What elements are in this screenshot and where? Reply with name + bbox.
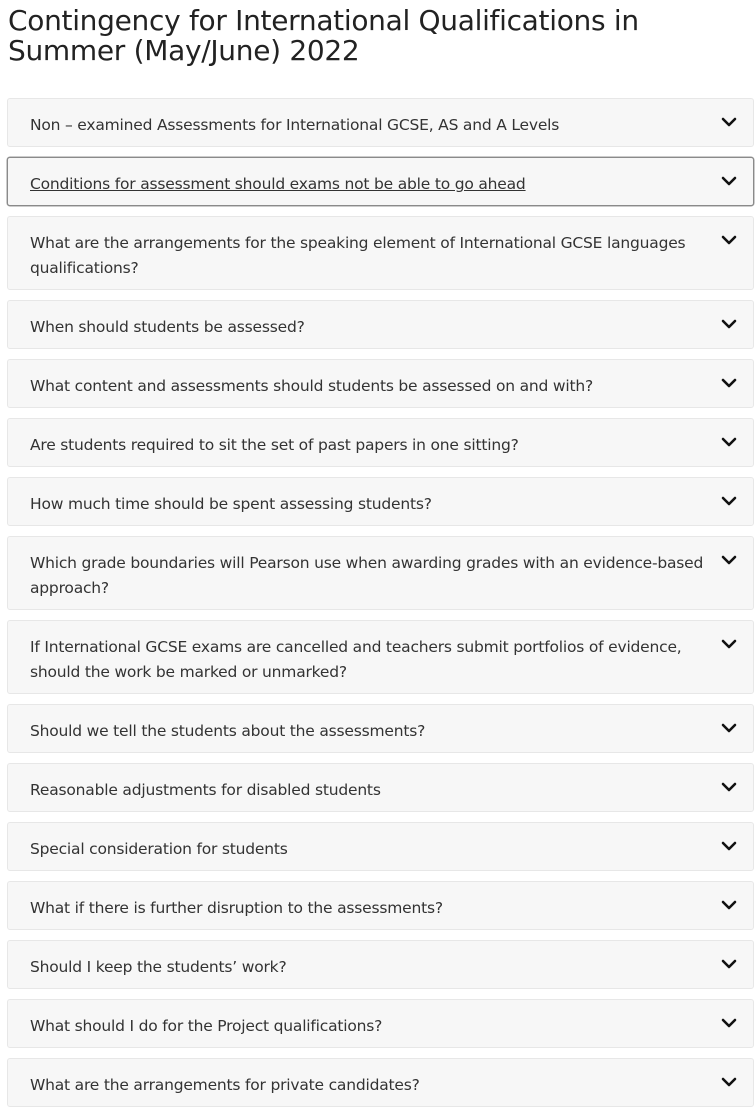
chevron-down-icon bbox=[721, 234, 737, 246]
accordion-item-speaking-element[interactable] bbox=[7, 216, 754, 290]
accordion-item-label: Reasonable adjustments for disabled students bbox=[30, 781, 381, 799]
accordion-item-label: How much time should be spent assessing students? bbox=[30, 495, 432, 513]
accordion-item-non-examined-assessments[interactable] bbox=[7, 98, 754, 147]
accordion-item-label: Special consideration for students bbox=[30, 840, 288, 858]
accordion-item-further-disruption[interactable] bbox=[7, 881, 754, 930]
chevron-down-icon bbox=[721, 899, 737, 911]
accordion-item-private-candidates[interactable] bbox=[7, 1058, 754, 1107]
accordion-item-grade-boundaries[interactable] bbox=[7, 536, 754, 610]
chevron-down-icon bbox=[721, 638, 737, 650]
accordion-item-tell-students[interactable] bbox=[7, 704, 754, 753]
accordion-item-label: What should I do for the Project qualifications? bbox=[30, 1017, 383, 1035]
accordion-item-when-assessed[interactable] bbox=[7, 300, 754, 349]
accordion-item-reasonable-adjustments[interactable] bbox=[7, 763, 754, 812]
accordion-item-label: What are the arrangements for private candidates? bbox=[30, 1076, 420, 1094]
chevron-down-icon bbox=[721, 495, 737, 507]
accordion-item-label: Should we tell the students about the assessments? bbox=[30, 722, 426, 740]
chevron-down-icon bbox=[721, 175, 737, 187]
accordion-item-label: If International GCSE exams are cancelled and teachers submit portfolios of evidence, should the work be marked or unmarked? bbox=[30, 638, 682, 681]
chevron-down-icon bbox=[721, 436, 737, 448]
chevron-down-icon bbox=[721, 840, 737, 852]
accordion-item-label: Should I keep the students’ work? bbox=[30, 958, 287, 976]
chevron-down-icon bbox=[721, 1076, 737, 1088]
accordion-item-conditions-for-assessment[interactable] bbox=[7, 157, 754, 206]
chevron-down-icon bbox=[721, 116, 737, 128]
accordion-item-label: What if there is further disruption to the assessments? bbox=[30, 899, 443, 917]
page-title: Contingency for International Qualifications in Summer (May/June) 2022 bbox=[8, 4, 639, 67]
accordion-item-content-and-assessments[interactable] bbox=[7, 359, 754, 408]
chevron-down-icon bbox=[721, 377, 737, 389]
accordion-item-portfolios-marked-unmarked[interactable] bbox=[7, 620, 754, 694]
chevron-down-icon bbox=[721, 958, 737, 970]
accordion-item-label: Non – examined Assessments for International GCSE, AS and A Levels bbox=[30, 116, 560, 134]
accordion-item-keep-students-work[interactable] bbox=[7, 940, 754, 989]
accordion-item-label: Conditions for assessment should exams not be able to go ahead bbox=[30, 175, 526, 193]
accordion-item-label: What are the arrangements for the speaking element of International GCSE languages qualifications? bbox=[30, 234, 686, 277]
accordion-item-special-consideration[interactable] bbox=[7, 822, 754, 871]
accordion-item-label: Which grade boundaries will Pearson use when awarding grades with an evidence-based approach? bbox=[30, 554, 704, 597]
faq-accordion bbox=[7, 98, 754, 1117]
accordion-item-time-assessing[interactable] bbox=[7, 477, 754, 526]
chevron-down-icon bbox=[721, 1017, 737, 1029]
chevron-down-icon bbox=[721, 318, 737, 330]
chevron-down-icon bbox=[721, 554, 737, 566]
accordion-item-project-qualifications[interactable] bbox=[7, 999, 754, 1048]
accordion-item-label: Are students required to sit the set of past papers in one sitting? bbox=[30, 436, 519, 454]
accordion-item-label: When should students be assessed? bbox=[30, 318, 305, 336]
accordion-item-past-papers-one-sitting[interactable] bbox=[7, 418, 754, 467]
chevron-down-icon bbox=[721, 781, 737, 793]
chevron-down-icon bbox=[721, 722, 737, 734]
accordion-item-label: What content and assessments should students be assessed on and with? bbox=[30, 377, 593, 395]
